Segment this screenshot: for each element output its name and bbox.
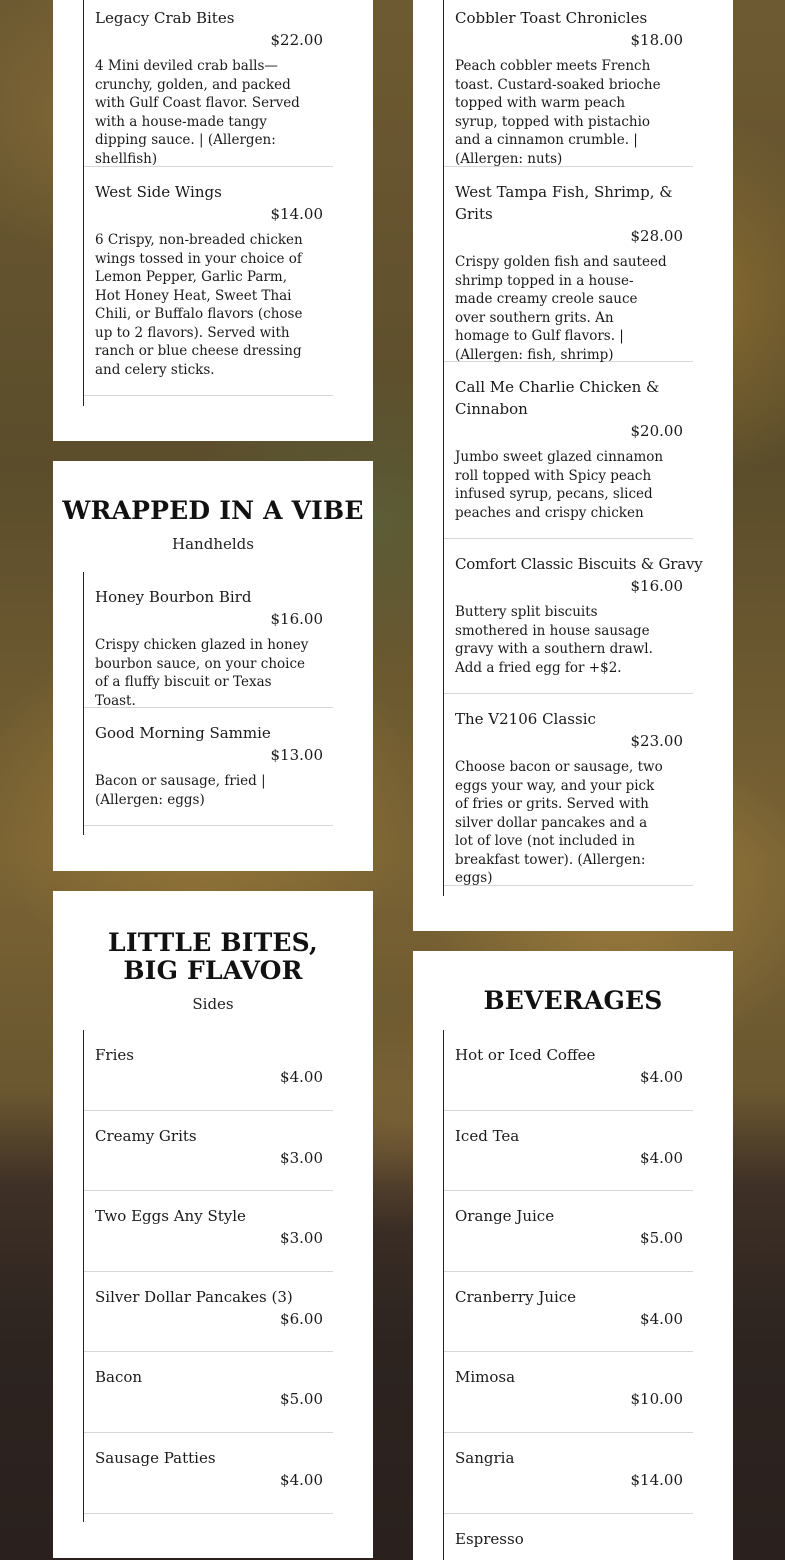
menu-item	[444, 1514, 693, 1560]
menu-card-beverages	[413, 951, 733, 1560]
section-subtitle: Sides	[192, 995, 234, 1013]
menu-item-name: Sausage Patties	[95, 1448, 216, 1467]
menu-card-entrees	[413, 0, 733, 931]
menu-item	[444, 539, 703, 694]
menu-item-name: Comfort Classic Biscuits & Gravy	[455, 555, 703, 573]
menu-card-appetizers	[53, 0, 373, 441]
menu-item	[84, 1191, 333, 1272]
menu-item	[84, 708, 333, 826]
menu-item-price: $5.00	[280, 1390, 323, 1409]
menu-item-price: $22.00	[270, 31, 323, 49]
menu-item-description: Choose bacon or sausage, two eggs your way, and your pick of fries or grits. Served with silver dollar pancakes and a lot of love (not included in breakfast tower). (Allergen: eggs)	[455, 759, 663, 886]
menu-item-price: $4.00	[640, 1309, 683, 1328]
menu-item-description: 4 Mini deviled crab balls—crunchy, golden, and packed with Gulf Coast flavor. Served with a house-made tangy dipping sauce. | (Allergen: shellfish)	[95, 58, 300, 167]
menu-item-name: Orange Juice	[455, 1207, 555, 1226]
menu-item	[84, 1352, 333, 1433]
menu-item-price: $4.00	[280, 1068, 323, 1086]
menu-item-name: Sangria	[455, 1448, 515, 1467]
menu-item-price: $20.00	[630, 422, 683, 440]
menu-item-name: Creamy Grits	[95, 1126, 197, 1145]
menu-item-list	[83, 572, 333, 835]
menu-item-price: $3.00	[280, 1229, 323, 1248]
menu-item-price: $3.00	[280, 1148, 323, 1167]
menu-item	[444, 167, 693, 362]
menu-item-name: Cobbler Toast Chronicles	[455, 9, 648, 27]
menu-item-name: Silver Dollar Pancakes (3)	[95, 1287, 293, 1306]
section-title: BEVERAGES	[483, 986, 663, 1015]
menu-item-name: Good Morning Sammie	[95, 724, 271, 742]
menu-item-description: Jumbo sweet glazed cinnamon roll topped with Spicy peach infused syrup, pecans, sliced peaches and crispy chicken	[455, 449, 664, 521]
menu-item-price: $14.00	[630, 1470, 683, 1489]
section-title: LITTLE BITES, BIG FLAVOR	[108, 928, 318, 985]
menu-item-price: $4.00	[280, 1470, 323, 1489]
menu-item	[444, 1030, 693, 1111]
menu-item	[444, 1433, 693, 1514]
menu-item	[444, 1272, 693, 1353]
menu-item-name: West Side Wings	[95, 183, 222, 201]
menu-item-price: $28.00	[630, 227, 683, 245]
menu-item	[444, 1191, 693, 1272]
menu-item	[84, 0, 333, 167]
menu-item	[84, 1111, 333, 1192]
menu-item-name: Fries	[95, 1046, 134, 1064]
menu-item-description: Peach cobbler meets French toast. Custard-soaked brioche topped with warm peach syrup, topped with pistachio and a cinnamon crumble. | (Allergen: nuts)	[455, 58, 661, 167]
menu-item-price: $4.00	[640, 1148, 683, 1167]
menu-item	[84, 1272, 333, 1353]
menu-item	[444, 1111, 693, 1192]
menu-item-list	[443, 1030, 693, 1560]
menu-item-name: Mimosa	[455, 1368, 516, 1387]
menu-item-price: $13.00	[270, 746, 323, 764]
menu-item-price: $5.00	[640, 1229, 683, 1248]
menu-item-description: Crispy golden fish and sauteed shrimp topped in a house-made creamy creole sauce over southern grits. An homage to Gulf flavors. | (Allergen: fish, shrimp)	[455, 254, 667, 363]
menu-item	[444, 1352, 693, 1433]
menu-item-price: $18.00	[630, 31, 683, 49]
menu-item-price: $6.00	[280, 1309, 323, 1328]
menu-item	[84, 1433, 333, 1514]
menu-item-name: Bacon	[95, 1368, 143, 1387]
menu-item-name: West Tampa Fish, Shrimp, & Grits	[455, 183, 673, 223]
menu-item-name: The V2106 Classic	[455, 710, 596, 728]
menu-item-name: Call Me Charlie Chicken & Cinnabon	[455, 378, 660, 418]
menu-item-description: 6 Crispy, non-breaded chicken wings tossed in your choice of Lemon Pepper, Garlic Parm, Hot Honey Heat, Sweet Thai Chili, or Buffalo flavors (chose up to 2 flavors). Served with ranch or blue cheese dressing and celery sticks.	[95, 232, 303, 378]
menu-item-list	[83, 1030, 333, 1522]
menu-item-description: Crispy chicken glazed in honey bourbon sauce, on your choice of a fluffy biscuit or Texas Toast.	[95, 637, 309, 709]
menu-item-price: $10.00	[630, 1390, 683, 1409]
menu-item-price: $23.00	[630, 732, 683, 750]
menu-item-name: Two Eggs Any Style	[95, 1207, 246, 1226]
menu-item-price: $16.00	[630, 577, 683, 595]
menu-item-name: Espresso	[455, 1529, 524, 1548]
menu-item-price: $16.00	[270, 610, 323, 628]
menu-item	[444, 362, 693, 539]
section-subtitle: Handhelds	[172, 535, 254, 553]
menu-item	[84, 167, 333, 396]
menu-item-name: Cranberry Juice	[455, 1287, 577, 1306]
menu-card-handhelds	[53, 461, 373, 871]
menu-item-list	[443, 0, 703, 896]
menu-item-name: Legacy Crab Bites	[95, 9, 235, 27]
menu-item-list	[83, 0, 333, 406]
menu-item-name: Hot or Iced Coffee	[455, 1046, 596, 1064]
menu-item-description: Bacon or sausage, fried | (Allergen: eggs)	[95, 773, 266, 808]
menu-item	[84, 1030, 333, 1111]
menu-item-description: Buttery split biscuits smothered in house sausage gravy with a southern drawl. Add a fried egg for +$2.	[455, 604, 653, 676]
menu-item-price: $14.00	[270, 205, 323, 223]
menu-item	[444, 694, 693, 886]
section-title: WRAPPED IN A VIBE	[62, 496, 364, 525]
menu-item-name: Iced Tea	[455, 1126, 520, 1145]
menu-card-sides	[53, 891, 373, 1558]
menu-item-price: $4.00	[640, 1068, 683, 1086]
menu-item	[84, 572, 333, 708]
menu-item	[444, 0, 693, 167]
menu-item-name: Honey Bourbon Bird	[95, 588, 252, 606]
